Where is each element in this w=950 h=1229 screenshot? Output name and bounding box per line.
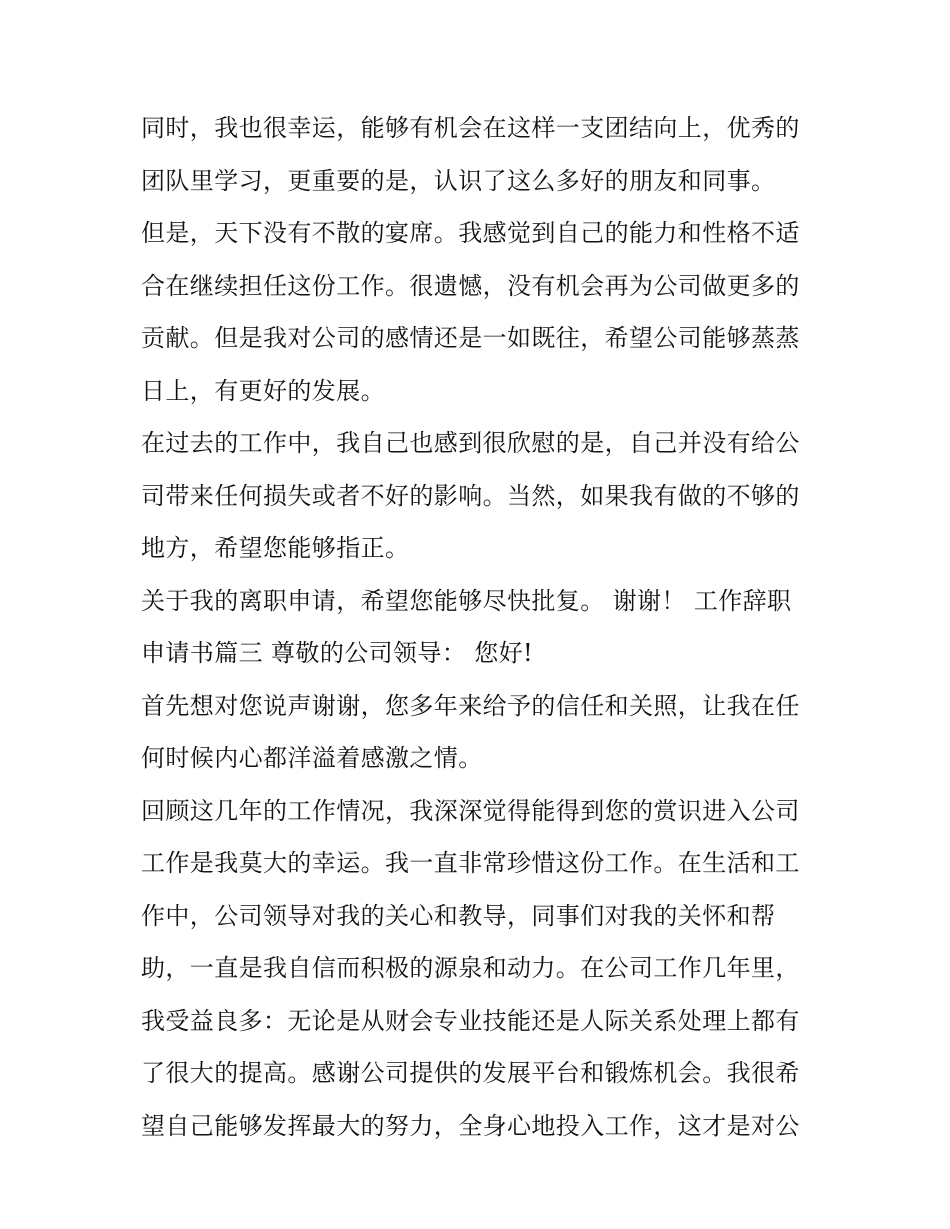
text-line: 贡献。但是我对公司的感情还是一如既往，希望公司能够蒸蒸	[141, 324, 800, 352]
text-line: 日上，有更好的发展。	[141, 376, 385, 405]
text-line: 申请书篇三 尊敬的公司领导： 您好!	[141, 639, 534, 667]
text-line: 团队里学习，更重要的是，认识了这么多好的朋友和同事。	[141, 166, 776, 195]
text-line: 作中，公司领导对我的关心和教导，同事们对我的关怀和帮	[141, 901, 776, 930]
text-line: 工作是我莫大的幸运。我一直非常珍惜这份工作。在生活和工	[141, 849, 800, 877]
text-line: 地方，希望您能够指正。	[141, 534, 410, 562]
text-line: 回顾这几年的工作情况，我深深觉得能得到您的赏识进入公司	[141, 796, 800, 825]
document-body	[141, 102, 821, 1152]
text-line: 望自己能够发挥最大的努力，全身心地投入工作，这才是对公	[141, 1111, 800, 1140]
text-line: 司带来任何损失或者不好的影响。当然，如果我有做的不够的	[141, 481, 800, 510]
text-line: 合在继续担任这份工作。很遗憾，没有机会再为公司做更多的	[141, 271, 800, 300]
text-line: 关于我的离职申请，希望您能够尽快批复。 谢谢！ 工作辞职	[141, 586, 792, 615]
text-line: 首先想对您说声谢谢，您多年来给予的信任和关照，让我在任	[141, 691, 800, 720]
text-line: 助，一直是我自信而积极的源泉和动力。在公司工作几年里，	[141, 954, 800, 982]
text-line: 了很大的提高。感谢公司提供的发展平台和锻炼机会。我很希	[141, 1059, 800, 1087]
text-line: 在过去的工作中，我自己也感到很欣慰的是，自己并没有给公	[141, 429, 800, 457]
text-line: 但是，天下没有不散的宴席。我感觉到自己的能力和性格不适	[141, 219, 800, 247]
text-line: 同时，我也很幸运，能够有机会在这样一支团结向上，优秀的	[141, 114, 800, 142]
text-line: 何时候内心都洋溢着感激之情。	[141, 744, 483, 772]
text-line: 我受益良多：无论是从财会专业技能还是人际关系处理上都有	[141, 1006, 800, 1035]
